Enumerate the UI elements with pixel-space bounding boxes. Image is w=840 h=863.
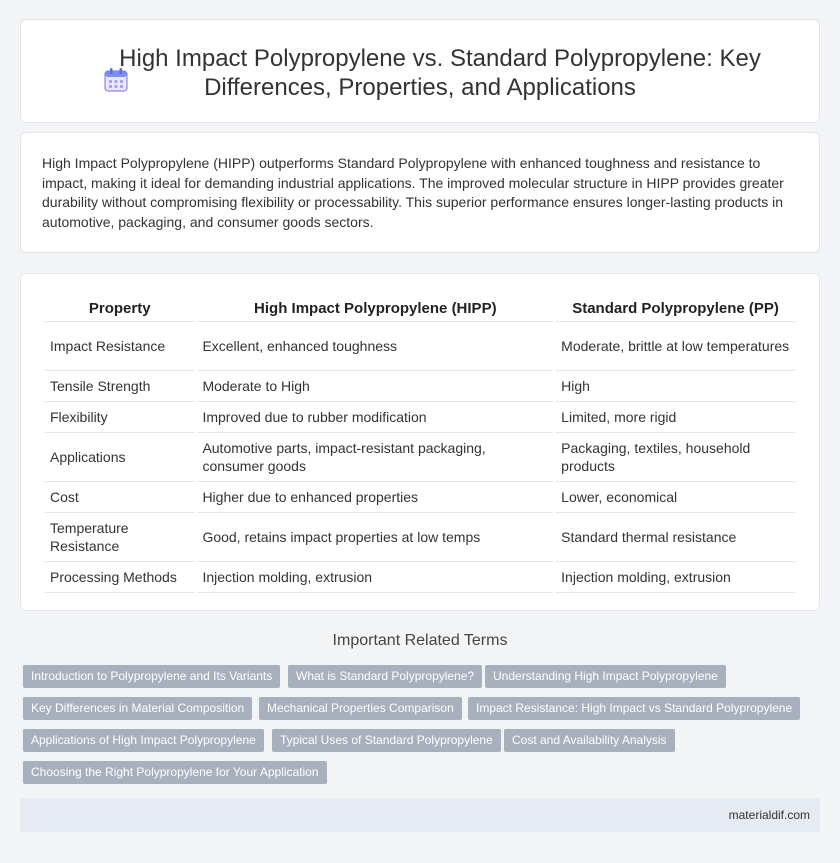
intro-card xyxy=(20,132,820,253)
page-title-line-1: High Impact Polypropylene vs. Standard Polypropylene: Key xyxy=(119,45,761,72)
table-cell: Flexibility xyxy=(45,402,194,433)
table-cell: Moderate to High xyxy=(197,371,553,402)
table-cell: High xyxy=(556,371,795,402)
table-cell: Automotive parts, impact-resistant packaging, consumer goods xyxy=(197,433,553,482)
comparison-table xyxy=(42,295,798,593)
table-cell: Cost xyxy=(45,482,194,513)
related-tag[interactable]: Impact Resistance: High Impact vs Standard Polypropylene xyxy=(468,697,800,720)
table-cell: Processing Methods xyxy=(45,562,194,593)
table-row xyxy=(45,513,795,562)
table-cell: Good, retains impact properties at low temps xyxy=(197,513,553,562)
page-title-line-2: Differences, Properties, and Applications xyxy=(204,74,636,101)
related-tag[interactable]: Applications of High Impact Polypropylene xyxy=(23,729,264,752)
table-row xyxy=(45,402,795,433)
header-property: Property xyxy=(45,295,194,322)
table-cell: Excellent, enhanced toughness xyxy=(197,322,553,371)
comparison-card xyxy=(20,273,820,611)
header-pp: Standard Polypropylene (PP) xyxy=(556,295,795,322)
table-cell: Improved due to rubber modification xyxy=(197,402,553,433)
table-cell: Standard thermal resistance xyxy=(556,513,795,562)
table-cell: Temperature Resistance xyxy=(45,513,194,562)
related-tag[interactable]: Introduction to Polypropylene and Its Variants xyxy=(23,665,280,688)
related-tag[interactable]: Mechanical Properties Comparison xyxy=(259,697,462,720)
header-hipp: High Impact Polypropylene (HIPP) xyxy=(197,295,553,322)
table-cell: Injection molding, extrusion xyxy=(556,562,795,593)
table-cell: Applications xyxy=(45,433,194,482)
table-cell: Tensile Strength xyxy=(45,371,194,402)
footer-site-link[interactable]: materialdif.com xyxy=(728,808,810,822)
related-tag[interactable]: Choosing the Right Polypropylene for Your Application xyxy=(23,761,327,784)
table-header-row xyxy=(45,295,795,322)
intro-paragraph: High Impact Polypropylene (HIPP) outperforms Standard Polypropylene with enhanced toughness and resistance to impact, making it ideal for demanding industrial applications. The improved molecular structure in HIPP provides greater durability without compromising flexibility or processability. This superior performance ensures longer-lasting products in automotive, packaging, and consumer goods sectors. xyxy=(42,155,784,230)
related-tag[interactable]: Typical Uses of Standard Polypropylene xyxy=(272,729,501,752)
related-tag[interactable]: Cost and Availability Analysis xyxy=(504,729,675,752)
footer-bar xyxy=(20,798,820,832)
related-terms-title: Important Related Terms xyxy=(332,632,508,649)
table-cell: Lower, economical xyxy=(556,482,795,513)
related-tag[interactable]: Understanding High Impact Polypropylene xyxy=(485,665,726,688)
related-tag[interactable]: Key Differences in Material Composition xyxy=(23,697,252,720)
page-title xyxy=(21,44,819,102)
table-cell: Packaging, textiles, household products xyxy=(556,433,795,482)
table-row xyxy=(45,562,795,593)
table-row xyxy=(45,322,795,371)
table-row xyxy=(45,482,795,513)
table-cell: Higher due to enhanced properties xyxy=(197,482,553,513)
table-cell: Impact Resistance xyxy=(45,322,194,371)
table-cell: Injection molding, extrusion xyxy=(197,562,553,593)
title-card xyxy=(20,19,820,123)
related-tag[interactable]: What is Standard Polypropylene? xyxy=(288,665,482,688)
table-cell: Moderate, brittle at low temperatures xyxy=(556,322,795,371)
table-cell: Limited, more rigid xyxy=(556,402,795,433)
table-row xyxy=(45,433,795,482)
table-row xyxy=(45,371,795,402)
